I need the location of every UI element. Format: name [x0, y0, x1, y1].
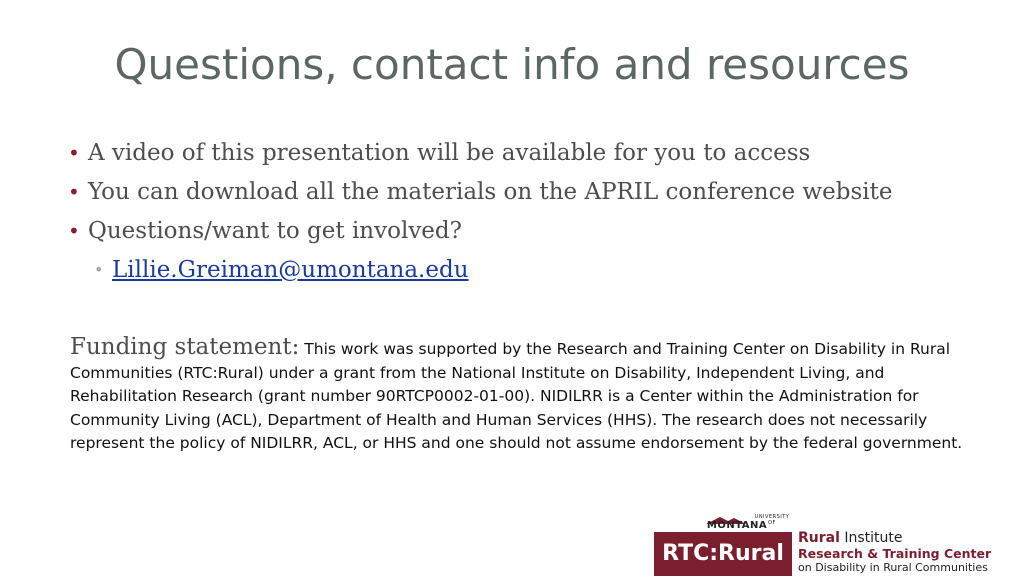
center-subtitle: on Disability in Rural Communities — [798, 561, 988, 574]
bullet-text: You can download all the materials on the APRIL conference website — [88, 179, 893, 205]
bullet-dot: • — [68, 141, 80, 165]
institute-name — [798, 530, 991, 546]
bullet-text: A video of this presentation will be available for you to access — [88, 140, 811, 166]
rtc-rural-badge: RTC:Rural — [654, 532, 792, 576]
sub-bullet-dot: • — [94, 260, 104, 279]
institute-bold: Rural — [798, 530, 840, 546]
bullet-list — [68, 136, 988, 292]
sub-bullet-item-email — [68, 253, 988, 292]
institute-rest: Institute — [839, 530, 903, 546]
university-name: MONTANA — [706, 520, 768, 531]
university-of-montana-logo — [682, 514, 792, 532]
funding-text: This work was supported by the Research and Training Center on Disability in Rural Communities (RTC:Rural) under a grant from the National Institute on Disability, Independent Living, and Rehabilitation Research (grant number 90RTCP0002-01-00). NIDILRR is a Center within the Administration for Community Living (ACL), Department of Health and Human Services (HHS). The research does not necessarily represent the policy of NIDILRR, ACL, or HHS and one should not assume endorsement by the federal government. — [70, 340, 963, 452]
rtc-rural-logo — [654, 514, 1024, 576]
rural-institute-text — [798, 530, 991, 574]
bullet-item-video — [68, 136, 988, 175]
bullet-dot: • — [68, 219, 80, 243]
bullet-dot: • — [68, 180, 80, 204]
funding-label: Funding statement: — [70, 334, 300, 360]
university-small-text: UNIVERSITY OF — [754, 514, 790, 526]
email-link[interactable]: Lillie.Greiman@umontana.edu — [112, 257, 469, 283]
bullet-text: Questions/want to get involved? — [88, 218, 462, 244]
center-name: Research & Training Center — [798, 546, 992, 561]
bullet-item-download — [68, 175, 988, 214]
bullet-item-questions — [68, 214, 988, 253]
funding-statement — [70, 336, 970, 456]
slide-title: Questions, contact info and resources — [114, 40, 910, 89]
